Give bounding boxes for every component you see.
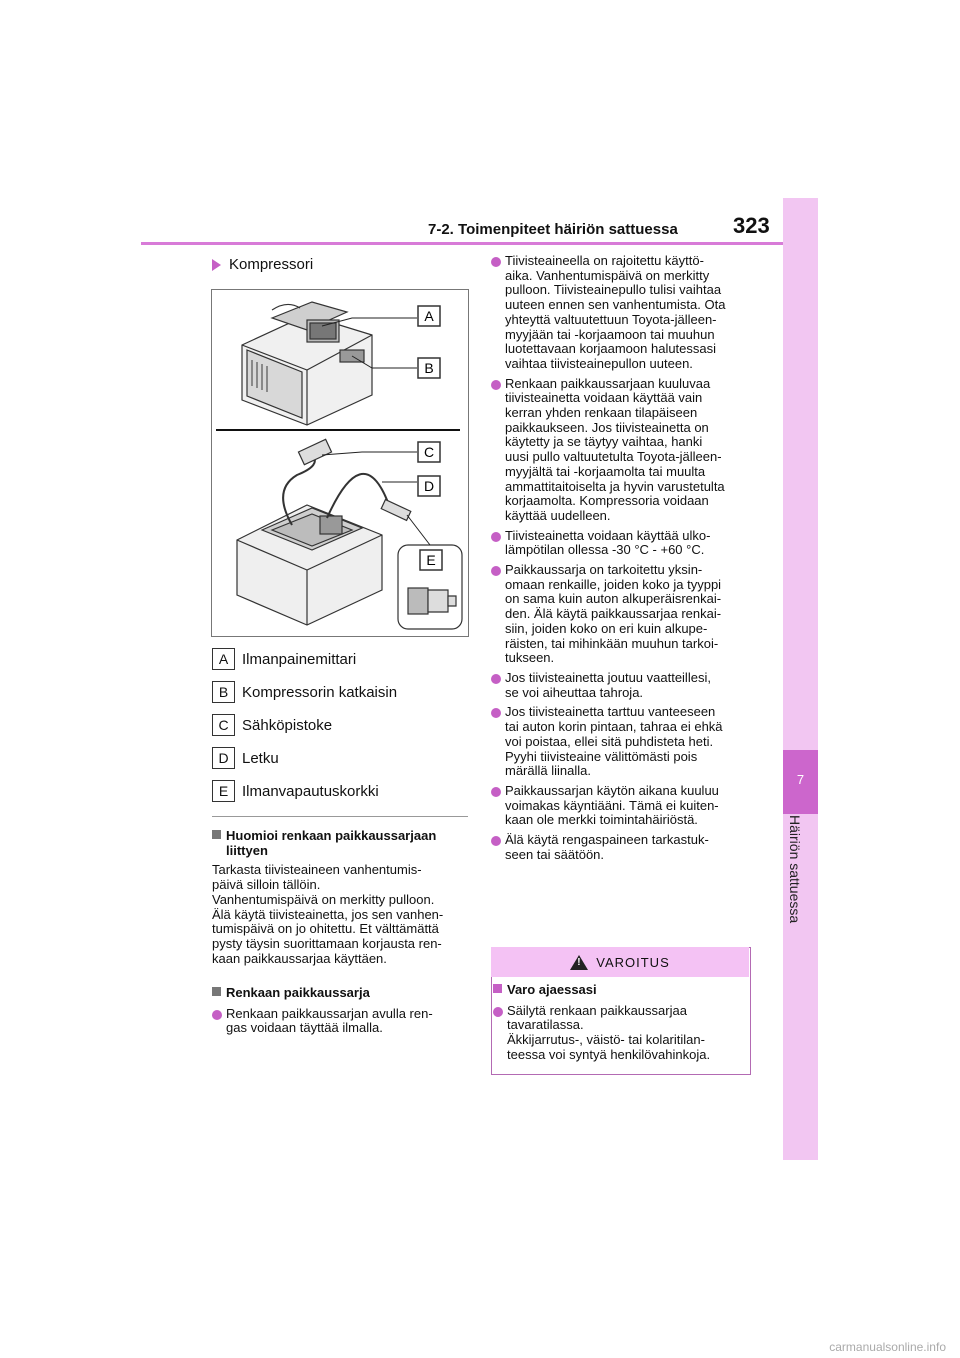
- bullet-item: Paikkaussarjan käytön aikana kuuluu voimakas käyntiääni. Tämä ei kuiten- kaan ole merkki toimintahäiriöstä.: [491, 784, 761, 828]
- square-bullet-icon: [493, 984, 502, 993]
- chapter-label: Häiriön sattuessa: [787, 815, 803, 924]
- warning-header: [491, 947, 749, 977]
- bullet-item: Älä käytä rengaspaineen tarkastuk- seen tai säätöön.: [491, 833, 761, 862]
- legend-text: Letku: [242, 749, 279, 767]
- note-paikkaussarja: [212, 986, 474, 1036]
- callout-e: E: [426, 552, 436, 568]
- warning-content: [493, 983, 745, 1063]
- header-rule: [141, 242, 783, 245]
- legend-text: Kompressorin katkaisin: [242, 683, 398, 701]
- note-title: Huomioi renkaan paikkaussarjaan: [212, 829, 474, 844]
- round-bullet-icon: [491, 257, 501, 267]
- round-bullet-icon: [491, 674, 501, 684]
- square-bullet-icon: [212, 830, 221, 839]
- legend-item: [212, 681, 397, 703]
- legend-item: [212, 714, 332, 736]
- footer: [0, 1340, 960, 1358]
- callout-a: A: [424, 308, 434, 324]
- legend-text: Ilmanpainemittari: [242, 650, 357, 668]
- note-body: Tarkasta tiivisteaineen vanhentumis- päivä silloin tällöin. Vanhentumispäivä on merkitty pulloon. Älä käytä tiivisteainetta, jos sen vanhen- tumispäivä on jo ohitettu. Et välttämättä pysty täysin suorittamaan korjausta ren- kaan paikkaussarjaa käyttäen.: [212, 862, 444, 966]
- legend-letter: C: [212, 714, 235, 736]
- compressor-illustration: [211, 289, 469, 637]
- round-bullet-icon: [491, 380, 501, 390]
- legend-letter: B: [212, 681, 235, 703]
- bullet-item: Tiivisteaineella on rajoitettu käyttö- aika. Vanhentumispäivä on merkitty pulloon. Tiivisteainepullo tulisi vaihtaa uuteen ennen sen vanhentumista. Ota yhteyttä valtuutettuun Toyota-jälleen- myyjään tai -korjaamoon tai muuhun luotettavaan korjaamoon halutessasi vaihtaa tiivisteainepullon uuteen.: [491, 254, 761, 372]
- callout-labels: [418, 306, 442, 570]
- legend-letter: D: [212, 747, 235, 769]
- bullet-item: Säilytä renkaan paikkaussarjaa tavaratilassa. Äkkijarrutus-, väistö- tai kolaritilan- teessa voi syntyä henkilövahinkoja.: [493, 1004, 745, 1063]
- section-heading: [212, 256, 313, 273]
- legend-letter: A: [212, 648, 235, 670]
- round-bullet-icon: [491, 532, 501, 542]
- warning-icon: [570, 955, 588, 970]
- round-bullet-icon: [491, 566, 501, 576]
- callout-b: B: [424, 360, 434, 376]
- bullet-item: Renkaan paikkaussarjan avulla ren- gas voidaan täyttää ilmalla.: [212, 1007, 474, 1036]
- bullet-item: Tiivisteainetta voidaan käyttää ulko- lämpötilan ollessa -30 °C - +60 °C.: [491, 529, 761, 558]
- callout-d: D: [423, 478, 435, 494]
- legend-item: [212, 747, 279, 769]
- triangle-bullet-icon: [212, 259, 221, 271]
- chapter-number: 7: [796, 772, 805, 787]
- chapter-side-tab: [783, 198, 818, 1160]
- warning-title: Varo ajaessasi: [493, 983, 745, 998]
- compressor-drawing: [212, 290, 468, 636]
- chapter-label-wrap: [787, 815, 813, 995]
- round-bullet-icon: [491, 708, 501, 718]
- watermark: carmanualsonline.info: [829, 1340, 946, 1354]
- round-bullet-icon: [493, 1007, 503, 1017]
- bullet-item: Renkaan paikkaussarjaan kuuluvaa tiivisteainetta voidaan käyttää vain kerran yhden renkaan tilapäiseen paikkaukseen. Jos tiivisteainetta on käytetty ja se täytyy vaihtaa, hanki uusi pullo valtuutetulta Toyota-jälleen- myyjältä tai -korjaamolta tai muulta ammattitaitoiselta ja hyvin varustetulta korjaamolta. Kompressoria voidaan käyttää uudelleen.: [491, 377, 761, 524]
- legend-item: [212, 780, 379, 802]
- round-bullet-icon: [491, 787, 501, 797]
- bullet-item: Jos tiivisteainetta tarttuu vanteeseen tai auton korin pintaan, tahraa ei ehkä voi poistaa, ellei sitä puhdisteta heti. Pyyhi tiivisteaine välittömästi pois märällä liinalla.: [491, 705, 761, 779]
- legend-letter: E: [212, 780, 235, 802]
- legend-text: Sähköpistoke: [242, 716, 333, 734]
- right-bullet-list: [491, 254, 761, 862]
- square-bullet-icon: [212, 987, 221, 996]
- note-title-cont: liittyen: [226, 842, 268, 858]
- section-divider: [212, 816, 468, 817]
- warning-label: VAROITUS: [596, 954, 670, 970]
- page-number: 323: [733, 213, 770, 238]
- header-title: 7-2. Toimenpiteet häiriön sattuessa: [428, 221, 678, 238]
- note-huomioi: [212, 829, 474, 966]
- callout-c: C: [423, 444, 435, 460]
- bullet-item: Paikkaussarja on tarkoitettu yksin- omaan renkaille, joiden koko ja tyyppi on sama kuin auton alkuperäisrenkai- den. Älä käytä paikkaussarjaa renkai- siin, joiden koko on eri kuin alkupe- räisten, tai mihinkään muuhun tarkoi- tukseen.: [491, 563, 761, 666]
- legend-text: Ilmanvapautuskorkki: [242, 782, 379, 800]
- round-bullet-icon: [212, 1010, 222, 1020]
- legend-item: [212, 648, 356, 670]
- note-title: Renkaan paikkaussarja: [212, 986, 474, 1001]
- section-title: Kompressori: [229, 256, 314, 273]
- bullet-item: Jos tiivisteainetta joutuu vaatteillesi, se voi aiheuttaa tahroja.: [491, 671, 761, 700]
- round-bullet-icon: [491, 836, 501, 846]
